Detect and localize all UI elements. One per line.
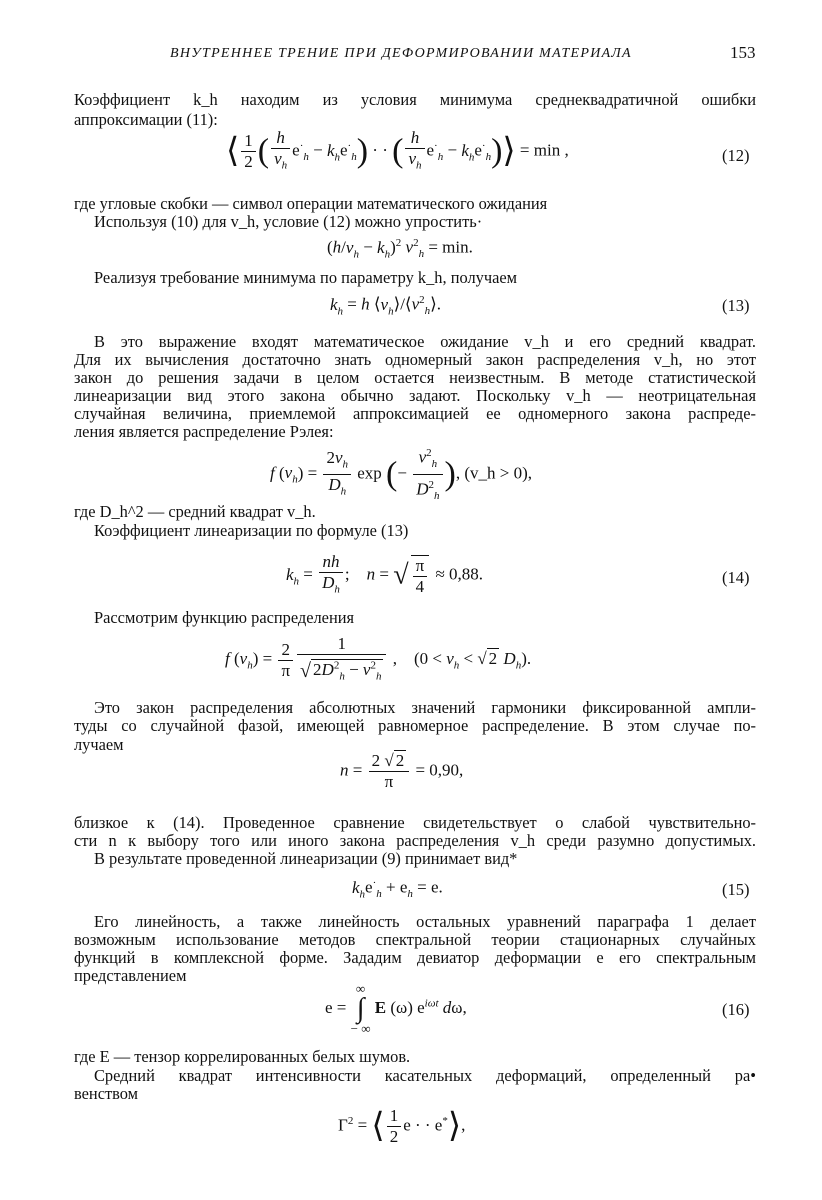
paragraph-line: где E — тензор коррелированных белых шумов. <box>74 1047 411 1066</box>
equation-number: (12) <box>722 146 750 165</box>
paragraph-line: В результате проведенной линеаризации (9) принимает вид* <box>94 849 518 868</box>
equation-rhs: = min. <box>428 237 473 257</box>
equation-number: (13) <box>722 296 750 315</box>
paragraph-line: функций в комплексной форме. Зададим девиатор деформации e его спектральным <box>74 948 756 967</box>
equation-12: ⟨ $\frac{1}{2}$ ( $\frac{h}{v_h}$ $e^\cdot_h - k_he^\cdot_h$) · · ( $\frac{h}{v_h}$ $e^\cdot_h$ − $k_he^\cdot_h)⟩ = \min$ , <box>226 128 569 172</box>
rayleigh-condition: , (v_h > 0), <box>455 463 532 483</box>
equation-simplified: $(h/v_h - k_h)^2$ $v^2_h = \min$. <box>327 237 473 261</box>
equation-rhs: = min , <box>519 140 569 160</box>
paragraph-line: В это выражение входят математическое ожидание v_h и его средний квадрат. <box>94 332 756 351</box>
paragraph-line: возможным использование методов спектральной теории стационарных случайных <box>74 930 756 949</box>
paragraph-line: аппроксимации (11): <box>74 110 218 129</box>
paragraph-line: ления является распределение Рэлея: <box>74 422 334 441</box>
paragraph-line: Рассмотрим функцию распределения <box>94 608 355 627</box>
equation-16: e = ∞ ∫ − ∞ E (ω) $e^{i\omega t}$ dω, <box>325 981 467 1036</box>
equation-gamma: $\Gamma^2$ = ⟨ $\frac{1}{2}$ e · · e*⟩, <box>338 1106 466 1146</box>
page-number: 153 <box>730 43 756 62</box>
running-title: ВНУТРЕННЕЕ ТРЕНИЕ ПРИ ДЕФОРМИРОВАНИИ МАТЕРИАЛА <box>170 46 632 61</box>
equation-number: (15) <box>722 880 750 899</box>
paragraph-line: где угловые скобки — символ операции математического ожидания <box>74 194 548 213</box>
equation-number: (16) <box>722 1000 750 1019</box>
paragraph-line: близкое к (14). Проведенное сравнение свидетельствует о слабой чувствительно- <box>74 813 756 832</box>
paragraph-line: где D_h^2 — средний квадрат v_h. <box>74 502 316 521</box>
paragraph-line: Это закон распределения абсолютных значений гармоники фиксированной ампли- <box>94 698 756 717</box>
paragraph-line: венством <box>74 1084 139 1103</box>
paragraph-line: Используя (10) для v_h, условие (12) можно упростить· <box>94 212 483 231</box>
paragraph-line: Реализуя требование минимума по параметру k_h, получаем <box>94 268 517 287</box>
equation-rhs: = 0,90, <box>415 760 464 780</box>
equation-n-value: n = $\frac{2 √ 2}{\pi}$ = 0,90, <box>340 751 464 791</box>
paragraph-line: Средний квадрат интенсивности касательных деформаций, определенный ра• <box>94 1066 756 1085</box>
paragraph-line: Его линейность, а также линейность остальных уравнений параграфа 1 делает <box>94 912 756 931</box>
paragraph-line: лучаем <box>74 735 124 754</box>
paragraph-line: туды со случайной фазой, имеющей равномерное распределение. В этом случае по- <box>74 716 756 735</box>
paragraph-line: закон до решения задачи в целом остается неизвестным. В методе статистической <box>74 368 756 387</box>
paragraph-line: сти n к выбору того или иного закона распределения v_h среди разумно допустимых. <box>74 831 756 850</box>
paragraph-line: линеаризации вид этого закона обычно задают. Поскольку v_h — неотрицательная <box>74 386 756 405</box>
paragraph-line: представлением <box>74 966 187 985</box>
equation-rhs: ≈ 0,88. <box>435 564 484 584</box>
equation-rayleigh: f $(v_h)$ = $\frac{2v_h}{D_h}$ exp (− $\frac{v^2_h}{D^2_h}$ ), (v_h > 0), <box>270 443 532 506</box>
equation-15: $k_he^\cdot_h + e_h = e$. <box>352 877 443 901</box>
equation-distribution: f $(v_h)$ = $\frac{2}{\pi}$ $\frac{1}{√ 2D^2_h - v^2_h}$ , ($0 < v_h$ < √ 2 $D_h$). <box>225 634 532 683</box>
equation-number: (14) <box>722 568 750 587</box>
paragraph-line: случайная величина, приемлемой аппроксимацией ее одномерного закона распреде- <box>74 404 756 423</box>
paragraph-line: Для их вычисления достаточно знать одномерный закон распределения v_h, но этот <box>74 350 756 369</box>
paragraph-line: Коэффициент линеаризации по формуле (13) <box>94 521 409 540</box>
paragraph-line: Коэффициент k_h находим из условия минимума среднеквадратичной ошибки <box>74 90 756 109</box>
equation-14: $k_h$ = $\frac{nh}{D_h}$ ; n = √ $\frac{\pi}{4}$ ≈ 0,88. <box>286 552 484 596</box>
equation-13: $k_h = h$ $⟨v_h⟩/⟨v^2_h⟩$. <box>330 294 442 318</box>
